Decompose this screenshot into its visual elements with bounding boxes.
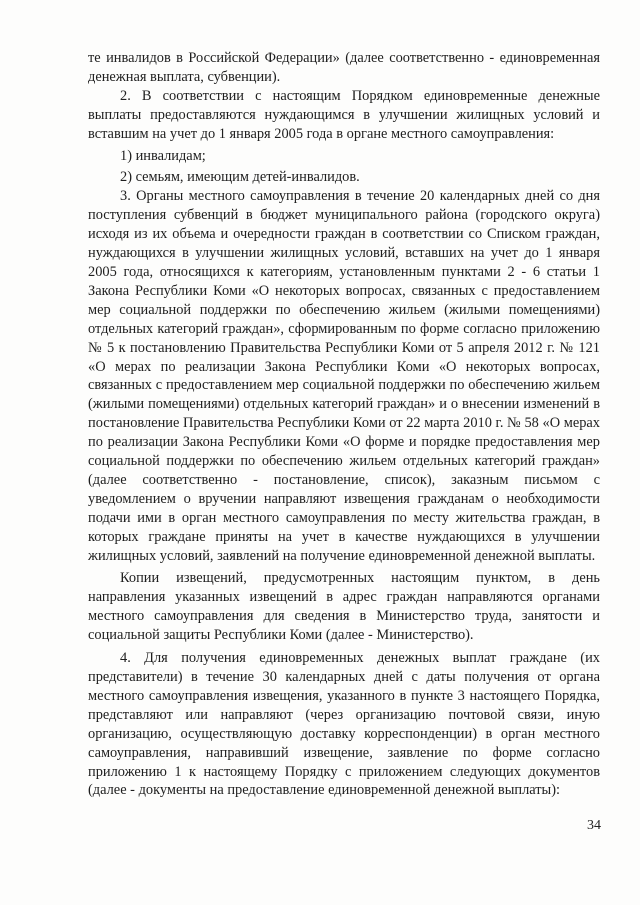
paragraph-continuation: те инвалидов в Российской Федерации» (далее соответственно - единовременная денежная выплата, субвенции). — [88, 50, 600, 85]
list-item-invalids: 1) инвалидам; — [120, 147, 206, 164]
page-number: 34 — [587, 818, 601, 833]
list-item-families: 2) семьям, имеющим детей-инвалидов. — [120, 169, 360, 186]
paragraph-item-3: 3. Органы местного самоуправления в течение 20 календарных дней со дня поступления субвенций в бюджет муниципального района (городского округа) исходя из их объема и очередности граждан в соответствии со Списком граждан, нуждающихся в улучшении жилищных условий, вставших на учет до 1 января 2005 года, относящихся к категориям, установленным пунктами 2 - 6 статьи 1 Закона Республики Коми «О некоторых вопросах, связанных с предоставлением мер социальной поддержки по обеспечению жильем (жилыми помещениями) отдельных категорий граждан», сформированным по форме согласно приложению № 5 к постановлению Правительства Республики Коми от 5 апреля 2012 г. № 121 «О мерах по реализации Закона Республики Коми «О некоторых вопросах, связанных с предоставлением мер социальной поддержки по обеспечению жильем (жилыми помещениями) отдельных категорий граждан» и о внесении изменений в постановление Правительства Республики Коми от 22 марта 2010 г. № 58 «О мерах по реализации Закона Республики Коми «О форме и порядке предоставления мер социальной поддержки по обеспечению жильем отдельных категорий граждан» (далее соответственно - постановление, список), заказным письмом с уведомлением о вручении направляют извещения гражданам о необходимости подачи ими в орган местного самоуправления по месту жительства граждан, в которых граждане приняты на учет в качестве нуждающихся в улучшении жилищных условий, заявлений на получение единовременной денежной выплаты. — [88, 188, 600, 564]
paragraph-copies: Копии извещений, предусмотренных настоящим пунктом, в день направления указанных извещений в адрес граждан направляются органами местного самоуправления для сведения в Министерство труда, занятости и социальной защиты Республики Коми (далее - Министерство). — [88, 570, 600, 644]
paragraph-item-4: 4. Для получения единовременных денежных выплат граждане (их представители) в течение 30 календарных дней с даты получения от органа местного самоуправления извещения, указанного в пункте 3 настоящего Порядка, представляют или направляют (через организацию почтовой связи, иную организацию, осуществляющую доставку корреспонденции) в орган местного самоуправления, направивший извещение, заявление по форме согласно приложению 1 к настоящему Порядку с приложением следующих документов (далее - документы на предоставление единовременной денежной выплаты): — [88, 650, 600, 799]
document-body — [88, 49, 600, 800]
paragraph-item-2: 2. В соответствии с настоящим Порядком единовременные денежные выплаты предоставляются нуждающимся в улучшении жилищных условий и вставшим на учет до 1 января 2005 года в органе местного самоуправления: — [88, 87, 600, 142]
